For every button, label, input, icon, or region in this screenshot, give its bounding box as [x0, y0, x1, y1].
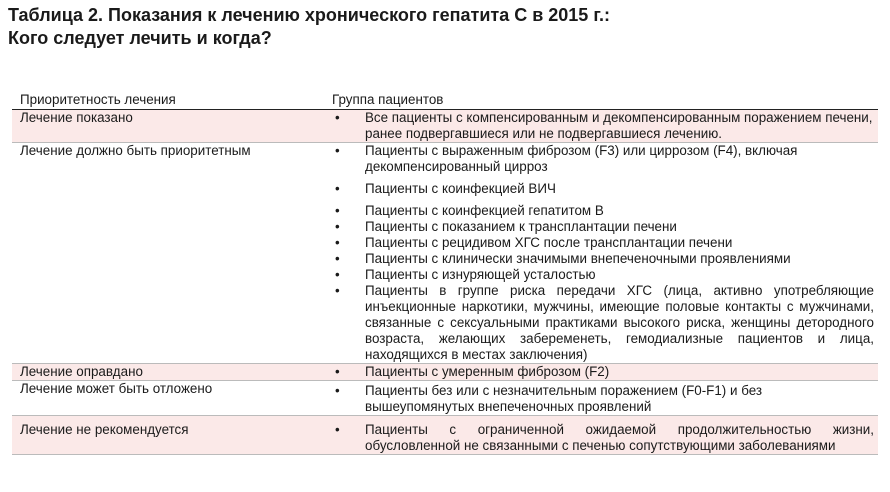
table-header-row	[12, 90, 878, 110]
list-item-text: Пациенты с ограниченной ожидаемой продолжительностью жизни, обусловленной не связанными с печенью сопутствующими заболеваниями	[365, 422, 874, 453]
list-item-text: Пациенты с показанием к трансплантации печени	[365, 219, 677, 234]
list-item	[332, 422, 878, 454]
bullet-icon: •	[335, 383, 340, 398]
list-item	[332, 219, 878, 235]
list-item-text: Пациенты с клинически значимыми внепеченочными проявлениями	[365, 251, 791, 266]
document-title	[8, 4, 878, 50]
list-item	[332, 143, 878, 175]
list-item	[332, 283, 878, 363]
table-row	[12, 416, 878, 455]
priority-cell: Лечение оправдано	[12, 364, 332, 381]
bullet-icon: •	[335, 181, 340, 196]
list-item-text: Пациенты без или с незначительным поражением (F0-F1) и без вышеупомянутых внепеченочных проявлений	[365, 383, 763, 414]
list-item-text: Пациенты с коинфекцией ВИЧ	[365, 181, 556, 196]
priority-cell: Лечение должно быть приоритетным	[12, 143, 332, 364]
bullet-icon: •	[335, 110, 340, 125]
patient-group-cell	[332, 364, 878, 381]
patient-list	[332, 110, 878, 142]
patient-group-cell	[332, 416, 878, 455]
table-row	[12, 143, 878, 364]
list-item	[332, 251, 878, 267]
patient-list	[332, 143, 878, 363]
patient-list	[332, 364, 878, 380]
list-item-text: Все пациенты с компенсированным и декомпенсированным поражением печени, ранее подвергавшиеся или не подвергавшиеся лечению.	[365, 110, 873, 141]
bullet-icon: •	[335, 235, 340, 250]
list-item-text: Пациенты в группе риска передачи ХГС (лица, активно употребляющие инъекционные наркотики, мужчины, имеющие половые контакты с мужчинами, связанные с сексуальными практиками высокого риска, женщины детородного возраста, желающих забеременеть, гемодиализные пациентов и лица, находящихся в местах заключения)	[365, 283, 874, 362]
priority-cell: Лечение не рекомендуется	[12, 416, 332, 455]
patient-group-cell	[332, 143, 878, 364]
bullet-icon: •	[335, 219, 340, 234]
bullet-icon: •	[335, 267, 340, 282]
list-item	[332, 364, 878, 380]
bullet-icon: •	[335, 364, 340, 379]
list-item-text: Пациенты с изнуряющей усталостью	[365, 267, 596, 282]
header-patient-group: Группа пациентов	[332, 90, 878, 110]
patient-group-cell	[332, 110, 878, 143]
bullet-icon: •	[335, 422, 340, 437]
bullet-icon: •	[335, 203, 340, 218]
title-line-1: Таблица 2. Показания к лечению хронического гепатита С в 2015 г.:	[8, 5, 611, 25]
bullet-icon: •	[335, 251, 340, 266]
table-row	[12, 110, 878, 143]
list-item	[332, 383, 878, 415]
list-item-text: Пациенты с коинфекцией гепатитом В	[365, 203, 604, 218]
patient-group-cell	[332, 381, 878, 416]
treatment-indications-table	[12, 90, 878, 455]
bullet-icon: •	[335, 283, 340, 298]
list-item	[332, 110, 878, 142]
list-item-text: Пациенты с выраженным фиброзом (F3) или циррозом (F4), включая декомпенсированный цирроз	[365, 143, 798, 174]
patient-list	[332, 422, 878, 454]
list-item-text: Пациенты с умеренным фиброзом (F2)	[365, 364, 610, 379]
list-item-text: Пациенты с рецидивом ХГС после трансплантации печени	[365, 235, 733, 250]
table-row	[12, 381, 878, 416]
title-line-2: Кого следует лечить и когда?	[8, 28, 272, 48]
priority-cell: Лечение показано	[12, 110, 332, 143]
patient-list	[332, 383, 878, 415]
header-priority: Приоритетность лечения	[12, 90, 332, 110]
list-item	[332, 181, 878, 197]
table-row	[12, 364, 878, 381]
bullet-icon: •	[335, 143, 340, 158]
list-item	[332, 203, 878, 219]
list-item	[332, 267, 878, 283]
list-item	[332, 235, 878, 251]
priority-cell: Лечение может быть отложено	[12, 381, 332, 416]
